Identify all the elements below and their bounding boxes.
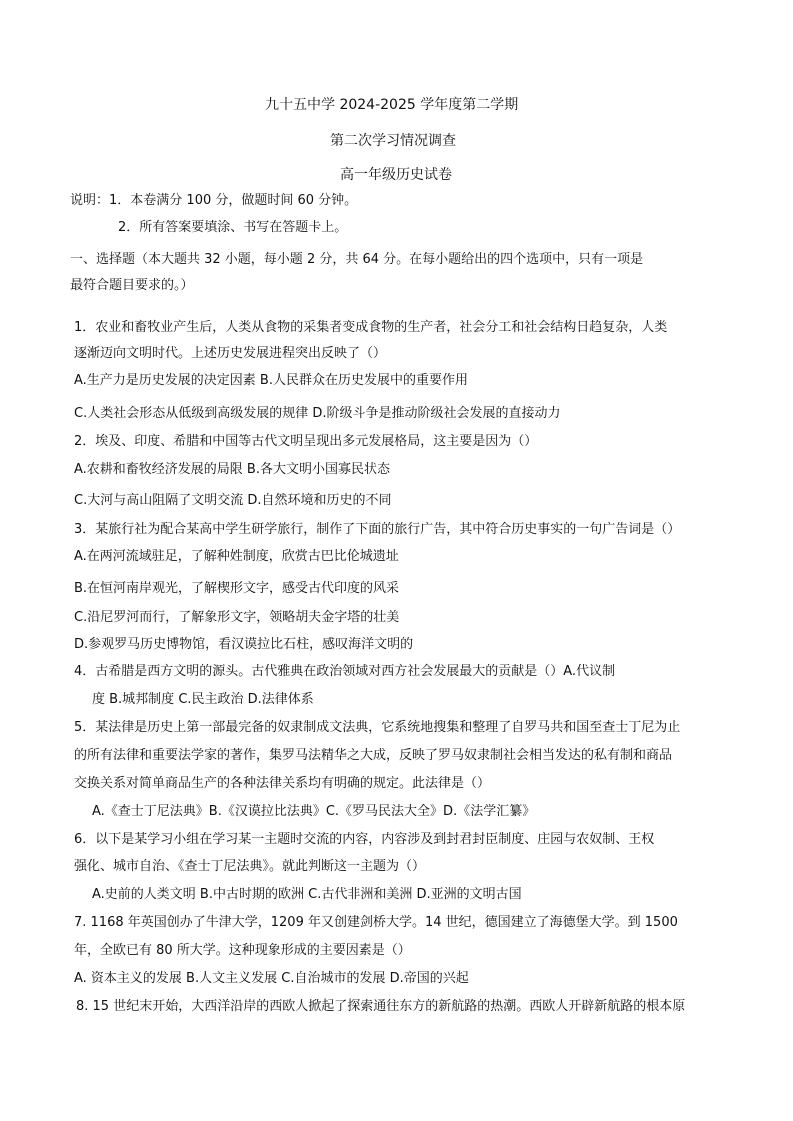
question-3-option-b: B.在恒河南岸观光，了解楔形文字，感受古代印度的风采 [74, 581, 400, 596]
question-1-stem-line-2: 逐渐迈向文明时代。上述历史发展进程突出反映了（） [74, 346, 387, 361]
question-2-stem: 2．埃及、印度、希腊和中国等古代文明呈现出多元发展格局，这主要是因为（） [74, 434, 538, 449]
question-6-options: A.史前的人类文明 B.中古时期的欧洲 C.古代非洲和美洲 D.亚洲的文明古国 [92, 887, 522, 902]
question-5-stem-line-1: 5．某法律是历史上第一部最完备的奴隶制成文法典，它系统地搜集和整理了自罗马共和国至查士丁尼为止 [74, 720, 681, 735]
exam-name: 高一年级历史试卷 [340, 167, 452, 183]
section-heading-line-1: 一、选择题（本大题共 32 小题，每小题 2 分，共 64 分。在每小题给出的四个选项中，只有一项是 [70, 252, 644, 267]
question-1-options-line-2: C.人类社会形态从低级到高级发展的规律 D.阶级斗争是推动阶级社会发展的直接动力 [74, 406, 561, 421]
question-3-option-c: C.沿尼罗河而行，了解象形文字，领略胡夫金字塔的壮美 [74, 610, 400, 625]
question-6-stem-line-2: 强化、城市自治、《查士丁尼法典》。就此判断这一主题为（） [74, 859, 426, 874]
exam-subtitle: 第二次学习情况调查 [330, 133, 456, 149]
question-7-options: A. 资本主义的发展 B.人文主义发展 C.自治城市的发展 D.帝国的兴起 [74, 971, 469, 986]
question-7-stem-line-1: 7. 1168 年英国创办了牛津大学，1209 年又创建剑桥大学。14 世纪，德国建立了海德堡大学。到 1500 [74, 915, 678, 930]
question-4-line-2: 度 B.城邦制度 C.民主政治 D.法律体系 [92, 692, 314, 707]
question-8-stem-line-1: 8. 15 世纪末开始，大西洋沿岸的西欧人掀起了探索通往东方的新航路的热潮。西欧人开辟新航路的根本原 [76, 999, 686, 1014]
question-1-stem-line-1: 1．农业和畜牧业产生后，人类从食物的采集者变成食物的生产者，社会分工和社会结构日趋复杂，人类 [74, 320, 668, 335]
question-5-stem-line-3: 交换关系对简单商品生产的各种法律关系均有明确的规定。此法律是（） [74, 776, 491, 791]
instructions-line-1 [70, 192, 357, 210]
section-heading-line-2: 最符合题目要求的。） [70, 278, 194, 293]
question-3-option-d: D.参观罗马历史博物馆，看汉谟拉比石柱，感叹海洋文明的 [74, 637, 414, 652]
exam-title: 九十五中学 2024-2025 学年度第二学期 [265, 97, 519, 113]
question-2-options-line-1: A.农耕和畜牧经济发展的局限 B.各大文明小国寡民状态 [74, 462, 390, 477]
question-3-option-a: A.在两河流域驻足，了解种姓制度，欣赏古巴比伦城遗址 [74, 549, 399, 564]
question-7-stem-line-2: 年，全欧已有 80 所大学。这种现象形成的主要因素是（） [74, 943, 411, 958]
question-4-line-1: 4．古希腊是西方文明的源头。古代雅典在政治领域对西方社会发展最大的贡献是（）A.代议制 [74, 664, 616, 679]
instruction-item-1: 1．本卷满分 100 分，做题时间 60 分钟。 [109, 193, 358, 208]
instruction-item-2: 2．所有答案要填涂、书写在答题卡上。 [118, 220, 348, 235]
question-5-options: A.《查士丁尼法典》B.《汉谟拉比法典》C.《罗马民法大全》D.《法学汇纂》 [92, 804, 536, 819]
instructions-label: 说明： [70, 193, 110, 208]
question-3-stem: 3．某旅行社为配合某高中学生研学旅行，制作了下面的旅行广告，其中符合历史事实的一句广告词是（） [74, 522, 681, 537]
question-2-options-line-2: C.大河与高山阻隔了文明交流 D.自然环境和历史的不同 [74, 493, 392, 508]
question-1-options-line-1: A.生产力是历史发展的决定因素 B.人民群众在历史发展中的重要作用 [74, 373, 468, 388]
question-6-stem-line-1: 6．以下是某学习小组在学习某一主题时交流的内容，内容涉及到封君封臣制度、庄园与农奴制、王权 [74, 832, 655, 847]
question-5-stem-line-2: 的所有法律和重要法学家的著作，集罗马法精华之大成，反映了罗马奴隶制社会相当发达的私有制和商品 [74, 748, 673, 763]
